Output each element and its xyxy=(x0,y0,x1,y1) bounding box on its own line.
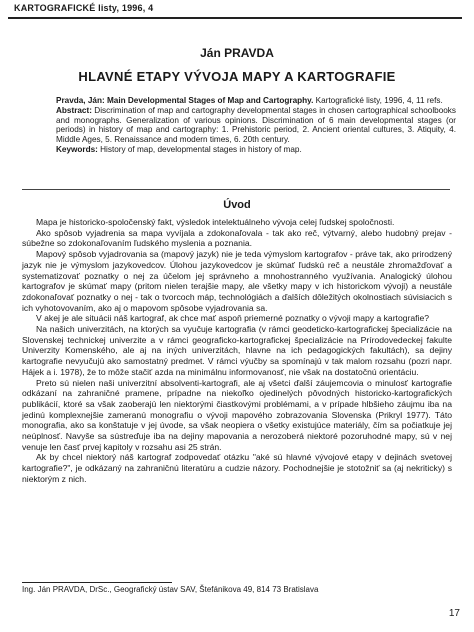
abstract xyxy=(56,106,456,145)
keywords-label: Keywords: xyxy=(56,144,98,154)
article-title: HLAVNÉ ETAPY VÝVOJA MAPY A KARTOGRAFIE xyxy=(78,69,396,84)
body-text xyxy=(22,217,452,485)
paragraph: V akej je ale situácii náš kartograf, ak chce mať aspoň priemerné poznatky o vývoji mapy a kartografie? xyxy=(36,313,430,324)
author-affiliation-footnote: Ing. Ján PRAVDA, DrSc., Geografický ústav SAV, Štefánikova 49, 814 73 Bratislava xyxy=(22,585,319,594)
section-heading: Úvod xyxy=(223,199,251,211)
abstract-text: Discrimination of map and cartography developmental stages in chosen cartographical schoolbooks and monographs. Generalization of various opinions. Discrimination of 6 main developmental stages (or periods) in history of map and cartography: 1. Prehistoric period, 2. Ancient oriental cultures, 3. Atiquity, 4. Middle Ages, 5. Renaissance and modern times, 6. 20th century. xyxy=(56,105,456,145)
running-head: KARTOGRAFICKÉ listy, 1996, 4 xyxy=(14,3,154,13)
paragraph: Na našich univerzitách, na ktorých sa vyučuje kartografia (v rámci geodeticko-kartografickej špecializácie na Slovenskej technickej univerzite a v rámci geograficko-kartografickej špecializácie na Prírodovedeckej fakulte Univerzity Komenského, ale aj na iných univerzitách, hlavne na ich pedagogických fakultách), sa dejiny kartografie nevyučujú ako samostatný predmet. V rámci výučby sa spomínajú v tak malom rozsahu (pozri napr. Hájek a i. 1978), že to môže stačiť azda na minimálnu informovanosť, nie však na dostatočnú orientáciu. xyxy=(22,324,452,377)
abstract-label: Abstract: xyxy=(56,105,92,115)
paragraph: Mapa je historicko-spoločenský fakt, výsledok intelektuálneho vývoja celej ľudskej spoločnosti. xyxy=(36,217,395,227)
paragraph: Preto sú nielen naši univerzitní absolventi-kartografi, ale aj všetci ďalší záujemcovia o minulosť kartografie odkázaní na zahraničné pramene, prípadne na niekoľko ojedinelých pôvodných historicko-kartografických publikácií, ktoré sa však zaoberajú len niektorými čiastkovými problémami, a v prípade hlbšieho záujmu iba na jedinú komplexnejšie zameranú monografiu o vývoji mapového zobrazovania Slovenska (Prikryl 1977). Táto monografia, ako sa konštatuje v jej úvode, sa však neopiera o všetky existujúce materiály, čím sa počiatkuje jej neúplnosť. Navyše sa sústreďuje iba na dejiny mapovania a nerozoberá niektoré pozoruhodné mapy, sú v nej venuje len časť prvej kapitoly v rozsahu asi 25 strán. xyxy=(22,377,452,452)
keywords-text: History of map, developmental stages in history of map. xyxy=(97,144,302,154)
citation-lead: Pravda, Ján: Main Developmental Stages of Map and Cartography. xyxy=(56,96,314,105)
keywords xyxy=(56,145,456,155)
page-number: 17 xyxy=(448,608,460,619)
paragraph: Mapový spôsob vyjadrovania sa (mapový jazyk) nie je teda výmyslom kartografov - práve tak, ako prirodzený jazyk nie je výmyslom jazykovedcov. Úlohou jazykovedcov je skúmať ľudskú reč a neustále zhromažďovať a systematizovať poznatky o nej za účelom jej správneho a mnohostranného využívania. Analogický úlohou kartografov je skúmať mapy (pritom nielen terajšie mapy, ale všetky mapy v ich historickom vývoji) a neustále zdokonaľovať poznatky o nej - tak o tvorcoch máp, technológiách a ďalších dôležitých okolnostiach súvisiacich s ich vyhotovovaním, ako aj o mapovom spôsobe vyjadrovania sa. xyxy=(22,249,452,313)
abstract-block xyxy=(56,96,456,155)
running-head-rule xyxy=(8,17,462,19)
citation-rest: Kartografické listy, 1996, 4, 11 refs. xyxy=(313,96,443,105)
article-author: Ján PRAVDA xyxy=(200,46,274,60)
citation xyxy=(56,96,456,106)
footnote-rule xyxy=(22,582,172,583)
section-divider xyxy=(22,189,450,190)
paragraph: Ako spôsob vyjadrenia sa mapa vyvíjala a zdokonaľovala - tak ako reč, výtvarný, alebo hudobný prejav - súbežne so zdokonaľovaním ľudského myslenia a poznania. xyxy=(22,227,452,249)
paragraph: Ak by chcel niektorý náš kartograf zodpovedať otázku "aké sú hlavné vývojové etapy v dejinách svetovej kartografie?", je odkázaný na zahraničnú literatúru a cudzie názory. Pochodnejšie je stotožniť sa (aj nekriticky) s niektorým z nich. xyxy=(22,452,452,484)
